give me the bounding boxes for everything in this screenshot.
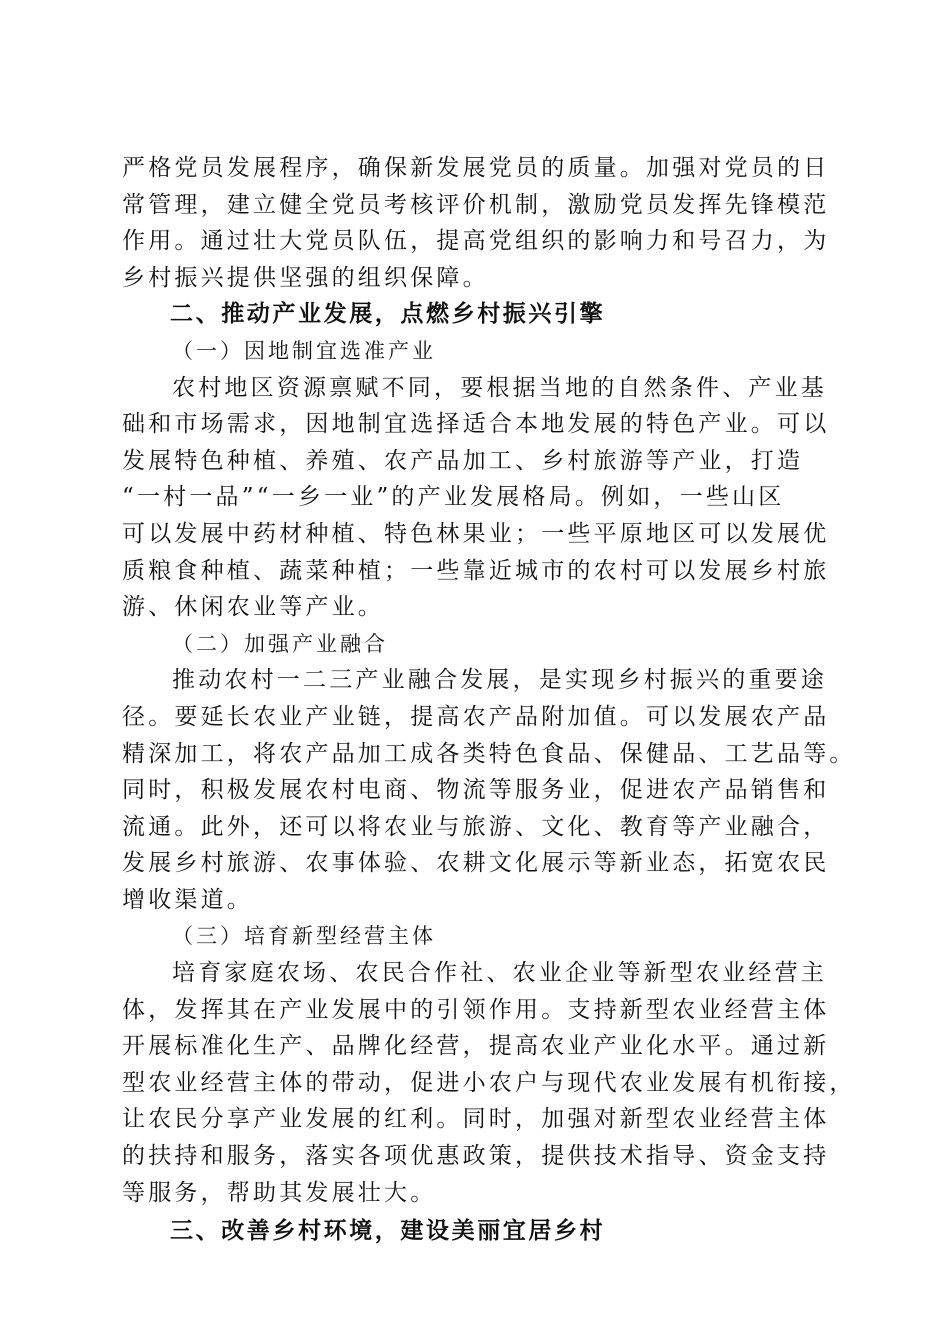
subsection-heading-industry-integration: （二）加强产业融合: [172, 631, 388, 656]
paragraph-party-members: [122, 150, 837, 296]
text-line: 发展乡村旅游、农事体验、农耕文化展示等新业态，拓宽农民: [122, 850, 830, 877]
text-line: 流通。此外，还可以将农业与旅游、文化、教育等产业融合，: [122, 813, 830, 840]
section-heading-environment: 三、改善乡村环境，建设美丽宜居乡村: [170, 1218, 606, 1245]
text-line: 发展特色种植、养殖、农产品加工、乡村旅游等产业，打造: [122, 447, 804, 474]
text-line: 增收渠道。: [122, 886, 253, 913]
text-line: 游、休闲农业等产业。: [122, 594, 384, 621]
text-line: 可以发展中药材种植、特色林果业；一些平原地区可以发展优: [122, 520, 830, 547]
subsection-heading-new-operators: （三）培育新型经营主体: [172, 924, 436, 949]
text-line: 培育家庭农场、农民合作社、农业企业等新型农业经营主: [172, 960, 827, 987]
text-line: 严格党员发展程序，确保新发展党员的质量。加强对党员的日: [122, 155, 830, 181]
text-line: 径。要延长农业产业链，提高农产品附加值。可以发展农产品: [122, 703, 830, 730]
text-line: 常管理，建立健全党员考核评价机制，激励党员发挥先锋模范: [122, 191, 830, 218]
paragraph-select-industry: [122, 370, 837, 626]
text-line: 同时，积极发展农村电商、物流等服务业，促进农产品销售和: [122, 777, 830, 804]
text-line: “一村一品”“一乡一业”的产业发展格局。例如，一些山区: [122, 484, 785, 511]
text-line: 型农业经营主体的带动，促进小农户与现代农业发展有机衔接，: [122, 1069, 856, 1096]
text-line: 作用。通过壮大党员队伍，提高党组织的影响力和号召力，为: [122, 228, 830, 255]
text-line: 让农民分享产业发展的红利。同时，加强对新型农业经营主体: [122, 1106, 830, 1133]
text-line: 农村地区资源禀赋不同，要根据当地的自然条件、产业基: [172, 374, 827, 401]
text-line: 乡村振兴提供坚强的组织保障。: [122, 264, 489, 291]
subsection-heading-select-industry: （一）因地制宜选准产业: [172, 338, 436, 363]
paragraph-industry-integration: [122, 662, 856, 918]
text-line: 的扶持和服务，落实各项优惠政策，提供技术指导、资金支持: [122, 1143, 830, 1170]
text-line: 推动农村一二三产业融合发展，是实现乡村振兴的重要途: [172, 667, 827, 694]
text-line: 础和市场需求，因地制宜选择适合本地发展的特色产业。可以: [122, 411, 830, 438]
text-line: 精深加工，将农产品加工成各类特色食品、保健品、工艺品等。: [122, 740, 856, 767]
text-line: 等服务，帮助其发展壮大。: [122, 1179, 437, 1206]
text-line: 开展标准化生产、品牌化经营，提高农业产业化水平。通过新: [122, 1033, 830, 1060]
section-heading-industry: 二、推动产业发展，点燃乡村振兴引擎: [170, 301, 606, 328]
document-body: [122, 150, 856, 1250]
text-line: 体，发挥其在产业发展中的引领作用。支持新型农业经营主体: [122, 996, 830, 1023]
text-line: 质粮食种植、蔬菜种植；一些靠近城市的农村可以发展乡村旅: [122, 557, 830, 584]
paragraph-new-operators: [122, 955, 856, 1211]
